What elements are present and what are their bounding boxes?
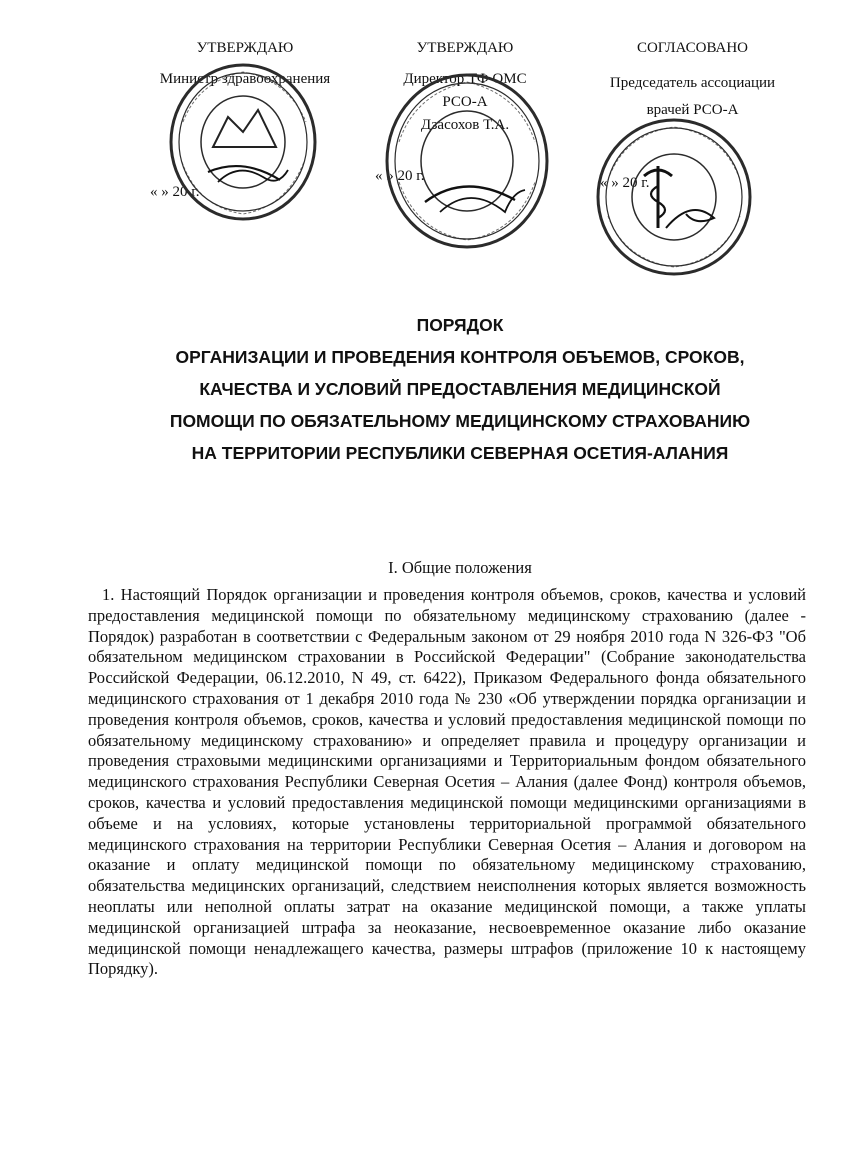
body-text [88, 585, 806, 980]
approval-minister [140, 40, 350, 201]
approval-org: врачей РСО-А [646, 102, 739, 118]
title-line: ОРГАНИЗАЦИИ И ПРОВЕДЕНИЯ КОНТРОЛЯ ОБЪЕМОВ, СРОКОВ, [175, 347, 745, 367]
approval-date: « » 20 г. [150, 184, 200, 200]
approval-date: « » 20 г. [375, 168, 425, 184]
approval-org: РСО-А [442, 94, 488, 110]
approval-date: « » 20 г. [600, 175, 650, 191]
approval-signatory: Дзасохов Т.А. [420, 117, 510, 133]
title-line: КАЧЕСТВА И УСЛОВИЙ ПРЕДОСТАВЛЕНИЯ МЕДИЦИНСКОЙ [199, 379, 721, 399]
title-line: ПОМОЩИ ПО ОБЯЗАТЕЛЬНОМУ МЕДИЦИНСКОМУ СТРАХОВАНИЮ [169, 411, 751, 431]
approval-heading: СОГЛАСОВАНО [636, 40, 749, 56]
approval-position: Министр здравоохранения [159, 71, 331, 87]
approval-position: Директор ТФ ОМС [403, 71, 527, 87]
approval-position: Председатель ассоциации [609, 75, 776, 91]
document-title [100, 310, 820, 468]
paragraph: 1. Настоящий Порядок организации и проведения контроля объемов, сроков, качества и условий предоставления медицинской помощи по обязательному медицинскому страхованию (далее - Порядок) разработан в соответствии с Федеральным законом от 29 ноября 2010 года N 326-ФЗ "Об обязательном медицинском страховании в Российской Федерации" (Собрание законодательства Российской Федерации, 06.12.2010, N 49, ст. 6422), Приказом Федерального фонда обязательного медицинского страхования от 1 декабря 2010 года № 230 «Об утверждении порядка организации и проведения контроля объемов, сроков, качества и условий предоставления медицинской помощи по обязательному медицинскому страхованию» и определяет правила и процедуру организации и проведения страховыми медицинскими организациями и Территориальным фондом обязательного медицинского страхования Республики Северная Осетия – Алания (далее Фонд) контроля объемов, сроков, качества и условий предоставления медицинской помощи медицинскими организациями в объеме и на условиях, которые установлены территориальной программой обязательного медицинского страхования на территории Республики Северная Осетия – Алания и договором на оказание и оплату медицинской помощи по обязательному медицинскому страхованию, обязательства медицинских организаций, следствием неисполнения которых является возможность неоплаты или неполной оплаты затрат на оказание медицинской помощи, а также уплаты медицинской организацией штрафа за неоказание, несвоевременное оказание либо оказание медицинской помощи ненадлежащего качества, размеры штрафов (приложение 10 к настоящему Порядку). [88, 585, 806, 979]
title-line: НА ТЕРРИТОРИИ РЕСПУБЛИКИ СЕВЕРНАЯ ОСЕТИЯ-АЛАНИЯ [191, 443, 729, 463]
approval-association [590, 40, 795, 192]
approval-heading: УТВЕРЖДАЮ [196, 40, 294, 56]
title-line: ПОРЯДОК [416, 315, 504, 335]
approval-director [365, 40, 565, 185]
section-heading: I. Общие положения [388, 558, 532, 577]
approval-heading: УТВЕРЖДАЮ [416, 40, 514, 56]
